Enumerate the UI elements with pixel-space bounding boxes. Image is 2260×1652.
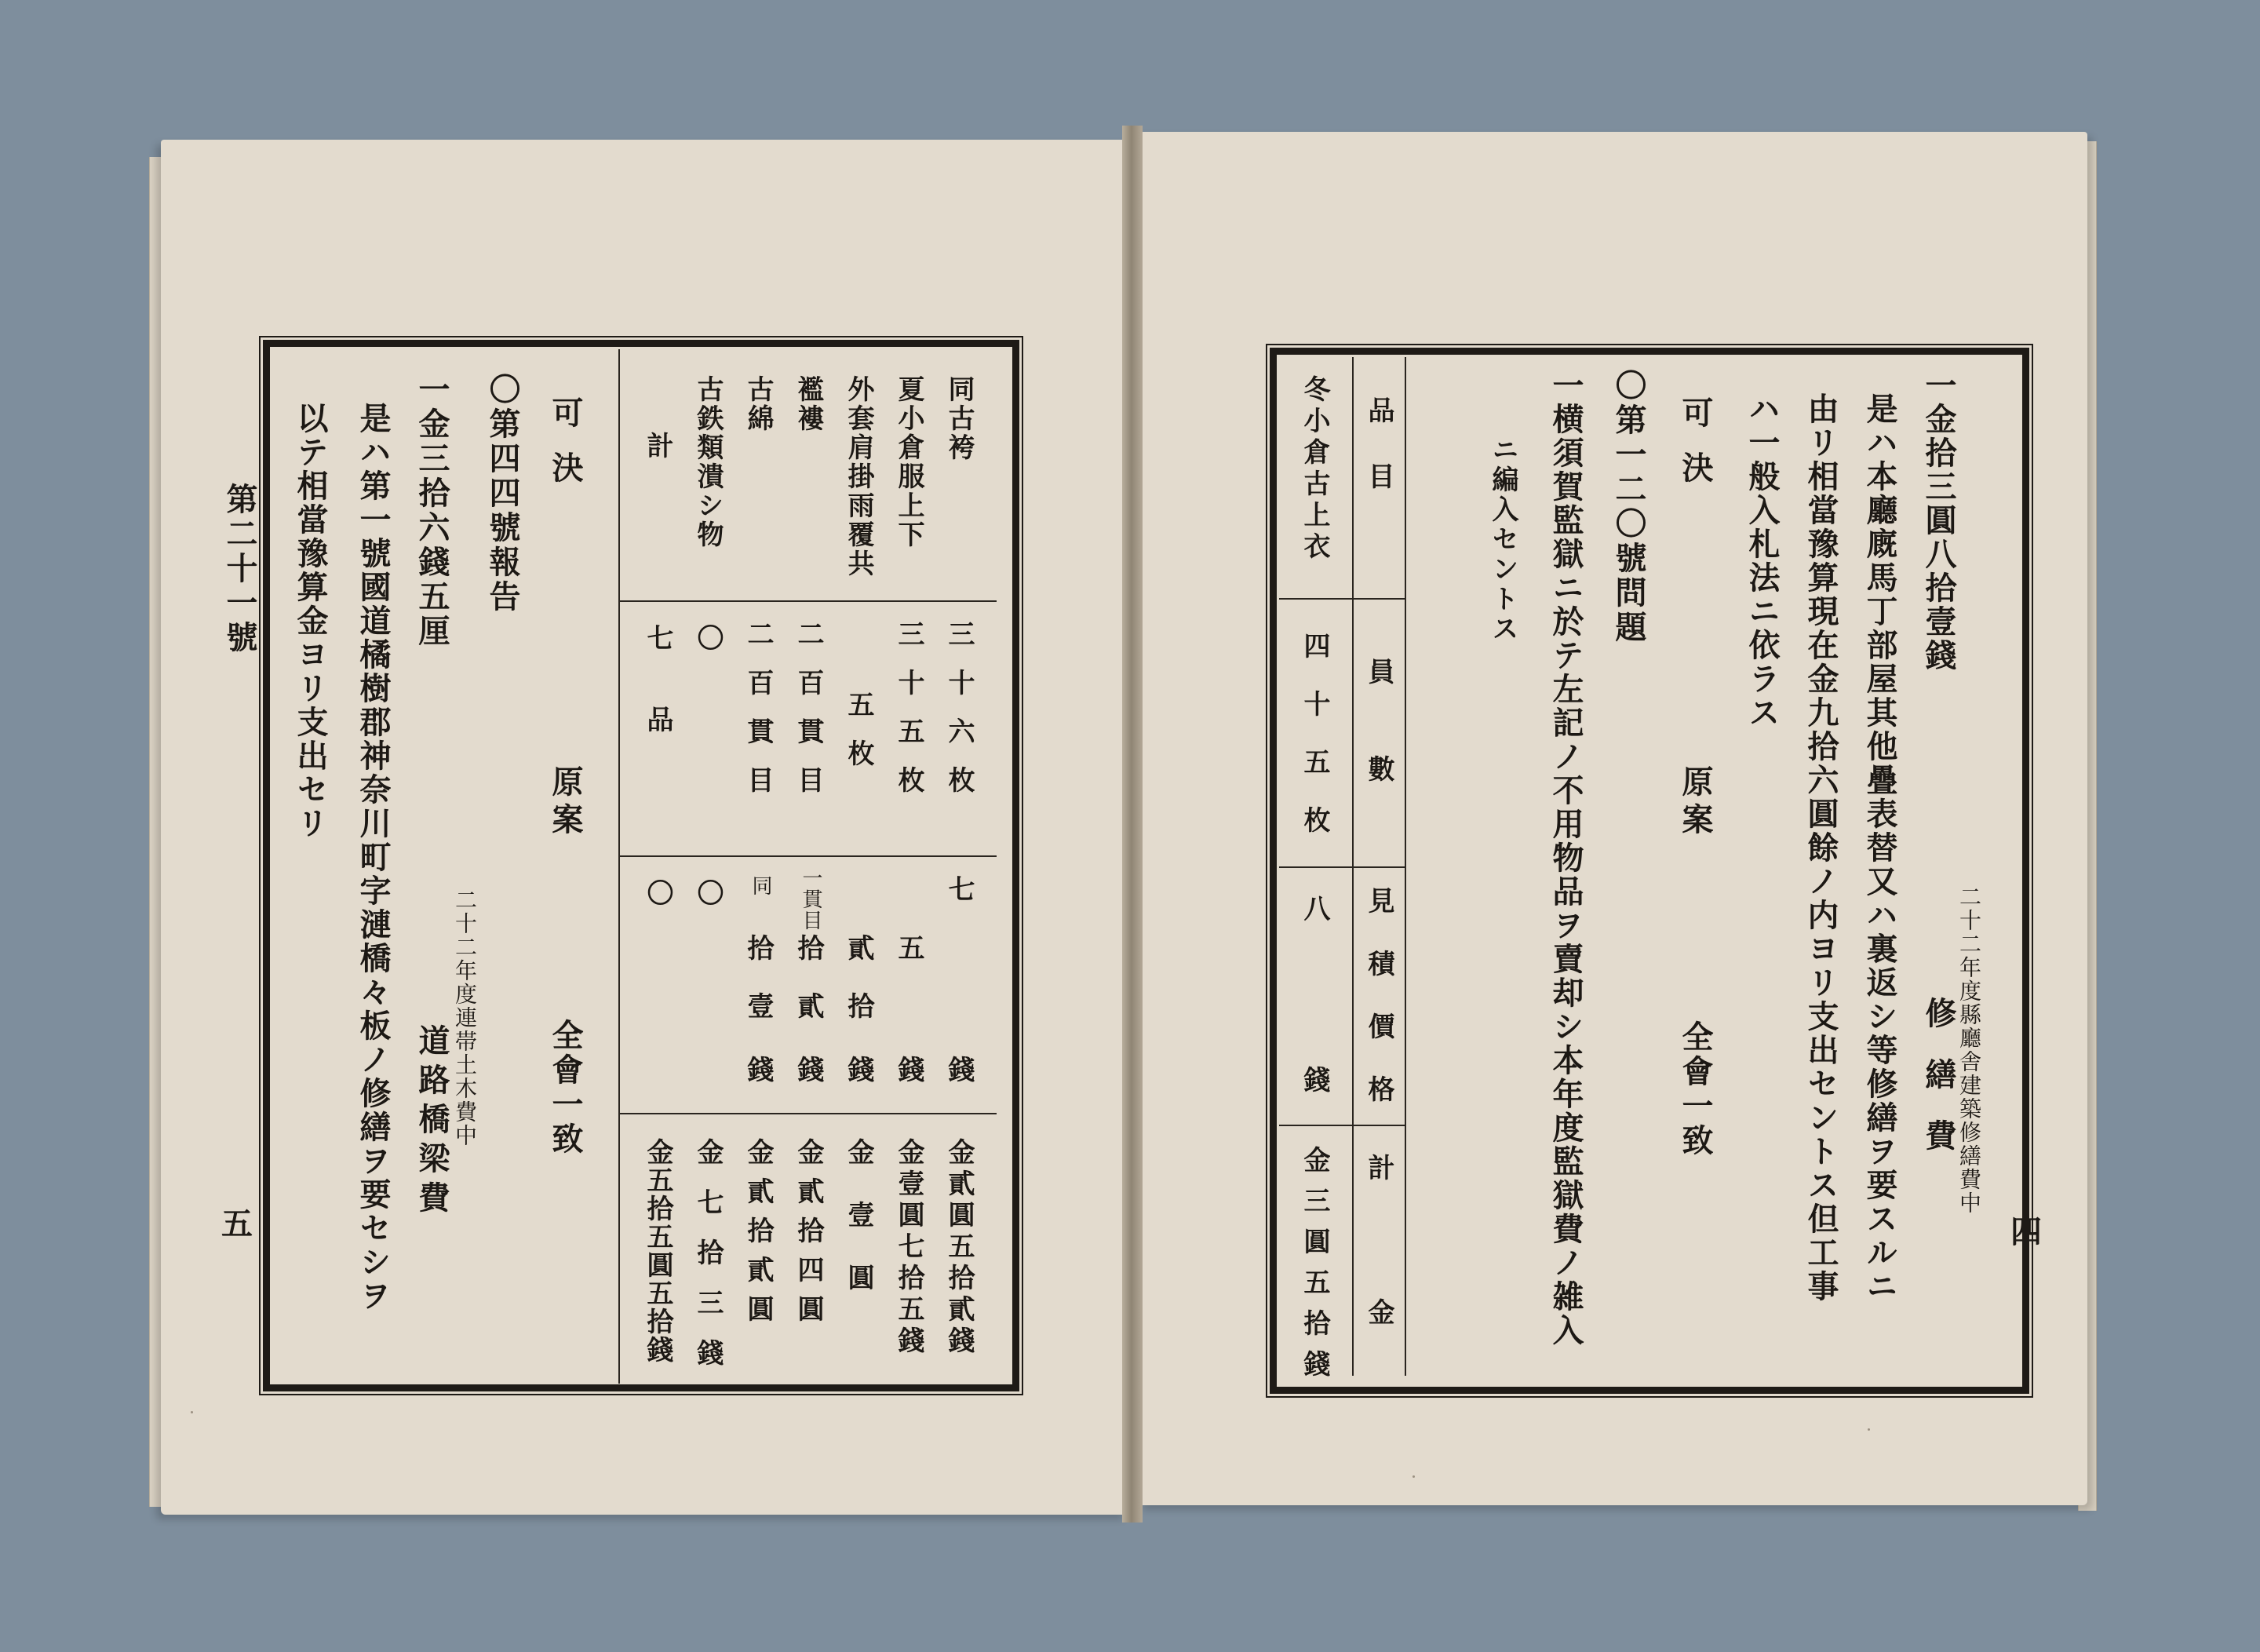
left-total-amount: 金五拾五圓五拾錢	[642, 1138, 673, 1364]
right-header-item: 品目	[1363, 396, 1394, 528]
left-amount: 一金三拾六錢五厘	[414, 373, 450, 649]
right-budget-item: 修繕費	[1920, 997, 1957, 1180]
left-row-price: 拾壹	[742, 934, 774, 1050]
right-vote-label: 可決	[1677, 396, 1714, 506]
right-question-title: 〇第一二〇號問題	[1610, 369, 1647, 645]
right-row-item: 冬小倉古上衣	[1299, 375, 1330, 563]
left-row-price-note: 一貫目	[799, 867, 822, 931]
right-header-price: 見積價格	[1363, 887, 1394, 1138]
left-row-unit: 錢	[742, 1056, 774, 1085]
left-row-total: 金壹圓	[843, 1138, 874, 1326]
left-row-price: 七	[943, 875, 975, 904]
left-table-rule-price	[618, 855, 997, 857]
left-row-total: 金七拾三錢	[692, 1138, 724, 1389]
left-row-unit: 錢	[943, 1056, 975, 1085]
left-row-qty: 五枚	[843, 691, 874, 788]
left-row-price: 貳拾	[843, 934, 874, 1050]
left-total-price: 〇	[642, 879, 673, 908]
left-budget-item: 道路橋梁費	[414, 1024, 450, 1220]
right-header-total: 計金	[1363, 1154, 1394, 1442]
left-row-item: 同古袴	[943, 375, 975, 462]
right-header-qty: 員數	[1363, 658, 1394, 852]
left-vote-label: 可決	[547, 396, 584, 506]
left-row-qty: 三十五枚	[893, 620, 924, 815]
left-budget-note: 二十二年度連帯土木費中	[452, 888, 478, 1147]
left-vote-result: 全會一致	[547, 1019, 584, 1157]
left-body-line: 是ハ第一號國道橘樹郡神奈川町字漣橋々板ノ修繕ヲ要セシヲ	[355, 402, 392, 1313]
right-row-unit: 錢	[1299, 1066, 1330, 1095]
left-row-price-note: 同	[749, 875, 772, 896]
left-row-qty: 二百貫目	[742, 620, 774, 815]
right-row-total: 金三圓五拾錢	[1299, 1146, 1330, 1391]
right-table-divider	[1405, 357, 1406, 1376]
left-row-item: 古鉄類潰シ物	[692, 375, 724, 549]
left-row-unit: 錢	[843, 1056, 874, 1085]
left-body-line: 以テ相當豫算金ヨリ支出セリ	[292, 402, 329, 841]
left-table-rule-qty	[618, 600, 997, 602]
right-page-number: 四	[2010, 1213, 2042, 1250]
right-amount: 一金拾三圓八拾壹錢	[1920, 369, 1957, 673]
right-row-qty: 四十五枚	[1299, 632, 1330, 864]
right-body-line: ハ一般入札法ニ依ラス	[1744, 392, 1781, 730]
left-row-price: 五	[893, 934, 924, 963]
paper-speck	[1868, 1428, 1870, 1431]
left-total-label: 計	[642, 432, 673, 461]
left-row-total: 金壹圓七拾五錢	[893, 1138, 924, 1358]
left-row-unit: 錢	[893, 1056, 924, 1085]
left-row-price: 拾貳	[793, 934, 824, 1050]
left-row-item: 外套肩掛雨覆共	[843, 375, 874, 578]
left-row-unit: 錢	[793, 1056, 824, 1085]
left-row-qty: 二百貫目	[793, 620, 824, 815]
left-row-item: 襤褸	[793, 375, 824, 433]
left-table-divider	[618, 349, 620, 1384]
left-row-qty: 三十六枚	[943, 620, 975, 815]
right-vote-result: 全會一致	[1677, 1020, 1714, 1158]
left-report-title: 〇第四四號報告	[484, 373, 521, 614]
right-body-line: 由リ相當豫算現在金九拾六圓餘ノ内ヨリ支出セントス但工事	[1803, 392, 1839, 1304]
right-budget-note: 二十二年度縣廳舎建築修繕費中	[1956, 885, 1982, 1215]
left-total-qty: 七品	[642, 624, 673, 787]
left-row-qty: 〇	[692, 624, 724, 653]
right-table-rule	[1279, 598, 1405, 600]
left-row-item: 古綿	[742, 375, 774, 433]
left-row-total: 金貳拾四圓	[793, 1138, 824, 1334]
right-body-line: 是ハ本廳廐馬丁部屋其他疊表替又ハ裏返シ等修繕ヲ要スルニ	[1861, 392, 1898, 1304]
left-row-total: 金貳圓五拾貳錢	[943, 1138, 975, 1358]
left-row-price: 〇	[692, 879, 724, 908]
left-row-total: 金貳拾貳圓	[742, 1138, 774, 1334]
right-question-line: 一横須賀監獄ニ於テ左記ノ不用物品ヲ賣却シ本年度監獄費ノ雑入	[1547, 369, 1584, 1347]
left-row-item: 夏小倉服上下	[893, 375, 924, 549]
book-gutter	[1122, 126, 1143, 1523]
left-page-header: 第二十一號	[221, 483, 258, 655]
left-page-number: 五	[221, 1205, 253, 1242]
paper-speck	[1412, 1475, 1415, 1478]
right-vote-detail: 原案	[1677, 765, 1714, 841]
left-table-rule-total	[618, 1113, 997, 1114]
left-vote-detail: 原案	[547, 765, 584, 841]
right-question-line: ニ編入セントス	[1487, 436, 1518, 644]
right-row-price: 八	[1299, 895, 1330, 924]
paper-speck	[191, 1411, 193, 1413]
right-table-rule	[1279, 866, 1405, 868]
